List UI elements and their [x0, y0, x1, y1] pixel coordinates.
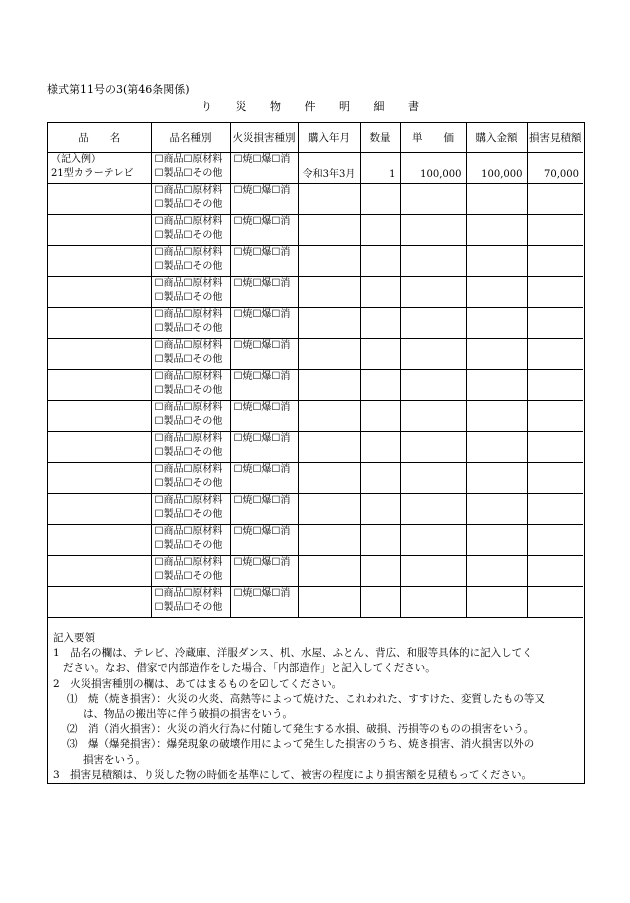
table-row	[48, 432, 583, 463]
purchase-amount-cell[interactable]	[466, 153, 527, 184]
damage-type-cell[interactable]	[230, 308, 298, 339]
instruction-2-2: ⑵ 消（消火損害）：火災の消火行為に付随して発生する水損、破損、汚損等のものの損害をいう。	[67, 723, 535, 736]
item-name-cell[interactable]	[48, 525, 151, 556]
damage-type-options[interactable]: ☐焼☐爆☐消	[233, 278, 291, 289]
table-row	[48, 339, 583, 370]
damage-type-options[interactable]: ☐焼☐爆☐消	[233, 185, 291, 196]
damage-type-cell[interactable]	[230, 401, 298, 432]
instruction-2-1: ⑴ 焼（焼き損害）：火災の火炎、高熱等によって焼けた、これわれた、すすけた、変質したもの等又	[67, 692, 545, 705]
purchase-date-cell[interactable]	[298, 153, 360, 184]
damage-type-cell[interactable]	[230, 525, 298, 556]
unit-price-cell[interactable]	[400, 463, 466, 494]
item-name-cell[interactable]	[48, 153, 151, 184]
quantity-value: 1	[389, 169, 396, 180]
unit-price-cell[interactable]	[400, 525, 466, 556]
unit-price-cell[interactable]	[400, 587, 466, 618]
item-name-cell[interactable]	[48, 277, 151, 308]
category-options-2[interactable]: ☐製品☐その他	[154, 447, 223, 458]
damage-type-cell[interactable]	[230, 153, 298, 184]
blank-rows	[48, 184, 583, 618]
header-estimated-damage: 損害見積額	[527, 123, 583, 153]
purchase-date-cell[interactable]	[298, 401, 360, 432]
category-options-1[interactable]: ☐商品☐原材料	[154, 340, 223, 351]
category-cell[interactable]	[151, 184, 230, 215]
item-name-cell[interactable]	[48, 308, 151, 339]
purchase-date-value: 令和3年3月	[302, 169, 356, 180]
damage-type-options[interactable]: ☐焼☐爆☐消	[233, 588, 291, 599]
table-row	[48, 494, 583, 525]
quantity-cell[interactable]	[360, 587, 400, 618]
unit-price-cell[interactable]	[400, 494, 466, 525]
estimated-damage-cell[interactable]	[527, 401, 583, 432]
unit-price-cell[interactable]	[400, 308, 466, 339]
damage-type-options[interactable]: ☐焼☐爆☐消	[233, 247, 291, 258]
table-row	[48, 246, 583, 277]
category-cell[interactable]	[151, 432, 230, 463]
category-options-2[interactable]: ☐製品☐その他	[154, 199, 223, 210]
item-name-cell[interactable]	[48, 556, 151, 587]
damage-type-cell[interactable]	[230, 463, 298, 494]
category-cell[interactable]	[151, 308, 230, 339]
example-row	[48, 153, 583, 184]
damage-type-cell[interactable]	[230, 277, 298, 308]
table-row	[48, 184, 583, 215]
category-options-2[interactable]: ☐製品☐その他	[154, 571, 223, 582]
table-row	[48, 401, 583, 432]
table-row	[48, 587, 583, 618]
purchase-date-cell[interactable]	[298, 277, 360, 308]
unit-price-cell[interactable]	[400, 432, 466, 463]
item-name-cell[interactable]	[48, 587, 151, 618]
category-options-1[interactable]: ☐商品☐原材料	[154, 185, 223, 196]
instructions-heading: 記入要領	[53, 632, 95, 644]
quantity-cell[interactable]	[360, 308, 400, 339]
unit-price-cell[interactable]	[400, 246, 466, 277]
table-row	[48, 215, 583, 246]
header-unit-price: 単 価	[400, 123, 466, 153]
category-cell[interactable]	[151, 153, 230, 184]
unit-price-cell[interactable]	[400, 215, 466, 246]
damage-type-cell[interactable]	[230, 587, 298, 618]
quantity-cell[interactable]	[360, 277, 400, 308]
unit-price-cell[interactable]	[400, 401, 466, 432]
category-options-1[interactable]: ☐商品☐原材料	[154, 371, 223, 382]
category-cell[interactable]	[151, 556, 230, 587]
category-options-1[interactable]: ☐商品☐原材料	[154, 464, 223, 475]
category-options-2[interactable]: ☐製品☐その他	[154, 261, 223, 272]
damage-type-options[interactable]: ☐焼☐爆☐消	[233, 154, 291, 165]
category-cell[interactable]	[151, 401, 230, 432]
category-options-1[interactable]: ☐商品☐原材料	[154, 309, 223, 320]
item-name-cell[interactable]	[48, 432, 151, 463]
unit-price-cell[interactable]	[400, 556, 466, 587]
quantity-cell[interactable]	[360, 184, 400, 215]
purchase-date-cell[interactable]	[298, 463, 360, 494]
header-purchase-date: 購入年月	[298, 123, 360, 153]
damage-type-cell[interactable]	[230, 339, 298, 370]
category-options-2[interactable]: ☐製品☐その他	[154, 230, 223, 241]
quantity-cell[interactable]	[360, 463, 400, 494]
damage-type-options[interactable]: ☐焼☐爆☐消	[233, 371, 291, 382]
category-options-2[interactable]: ☐製品☐その他	[154, 478, 223, 489]
quantity-cell[interactable]	[360, 494, 400, 525]
instruction-2-3: ⑶ 爆（爆発損害）：爆発現象の破壊作用によって発生した損害のうち、焼き損害、消火損害以外の	[67, 738, 535, 751]
table-row	[48, 525, 583, 556]
category-options-2[interactable]: ☐製品☐その他	[154, 509, 223, 520]
item-name-cell[interactable]	[48, 494, 151, 525]
item-name-cell[interactable]	[48, 184, 151, 215]
purchase-date-cell[interactable]	[298, 494, 360, 525]
category-options-2[interactable]: ☐製品☐その他	[154, 292, 223, 303]
estimated-damage-cell[interactable]	[527, 153, 583, 184]
category-cell[interactable]	[151, 525, 230, 556]
table-row	[48, 556, 583, 587]
unit-price-cell[interactable]	[400, 339, 466, 370]
table-row	[48, 277, 583, 308]
category-options-1[interactable]: ☐商品☐原材料	[154, 402, 223, 413]
estimated-damage-cell[interactable]	[527, 525, 583, 556]
quantity-cell[interactable]	[360, 432, 400, 463]
document-title: り 災 物 件 明 細 書	[201, 100, 429, 113]
damage-type-options[interactable]: ☐焼☐爆☐消	[233, 557, 291, 568]
category-options-2[interactable]: ☐製品☐その他	[154, 168, 223, 179]
damage-type-options[interactable]: ☐焼☐爆☐消	[233, 464, 291, 475]
estimated-damage-cell[interactable]	[527, 339, 583, 370]
category-options-2[interactable]: ☐製品☐その他	[154, 385, 223, 396]
damage-type-cell[interactable]	[230, 370, 298, 401]
quantity-cell[interactable]	[360, 401, 400, 432]
category-options-2[interactable]: ☐製品☐その他	[154, 354, 223, 365]
estimated-damage-cell[interactable]	[527, 494, 583, 525]
quantity-cell[interactable]	[360, 246, 400, 277]
estimated-damage-cell[interactable]	[527, 463, 583, 494]
item-name-cell[interactable]	[48, 246, 151, 277]
estimated-damage-cell[interactable]	[527, 308, 583, 339]
header-purchase-amount: 購入金額	[466, 123, 527, 153]
category-options-1[interactable]: ☐商品☐原材料	[154, 154, 223, 165]
damage-type-options[interactable]: ☐焼☐爆☐消	[233, 340, 291, 351]
damage-type-options[interactable]: ☐焼☐爆☐消	[233, 495, 291, 506]
damage-type-options[interactable]: ☐焼☐爆☐消	[233, 216, 291, 227]
instruction-3: 3 損害見積額は、り災した物の時価を基準にして、被害の程度により損害額を見積もってください。	[53, 768, 532, 781]
purchase-amount-cell[interactable]	[466, 401, 527, 432]
unit-price-cell[interactable]	[400, 184, 466, 215]
purchase-amount-cell[interactable]	[466, 215, 527, 246]
purchase-amount-cell[interactable]	[466, 277, 527, 308]
purchase-amount-cell[interactable]	[466, 494, 527, 525]
category-options-1[interactable]: ☐商品☐原材料	[154, 433, 223, 444]
items-table	[48, 123, 583, 618]
damage-type-cell[interactable]	[230, 246, 298, 277]
purchase-date-cell[interactable]	[298, 556, 360, 587]
category-options-1[interactable]: ☐商品☐原材料	[154, 278, 223, 289]
purchase-amount-cell[interactable]	[466, 246, 527, 277]
damage-type-options[interactable]: ☐焼☐爆☐消	[233, 402, 291, 413]
purchase-amount-cell[interactable]	[466, 525, 527, 556]
category-options-1[interactable]: ☐商品☐原材料	[154, 588, 223, 599]
instruction-2-1-cont: は、物品の搬出等に伴う破損の損害をいう。	[83, 708, 293, 721]
category-cell[interactable]	[151, 494, 230, 525]
purchase-date-cell[interactable]	[298, 587, 360, 618]
category-cell[interactable]	[151, 246, 230, 277]
example-item: 21型カラーテレビ	[51, 168, 134, 179]
damage-type-options[interactable]: ☐焼☐爆☐消	[233, 309, 291, 320]
table-header-row	[48, 123, 583, 153]
category-cell[interactable]	[151, 277, 230, 308]
purchase-amount-cell[interactable]	[466, 370, 527, 401]
item-name-cell[interactable]	[48, 401, 151, 432]
category-options-1[interactable]: ☐商品☐原材料	[154, 216, 223, 227]
estimated-damage-cell[interactable]	[527, 587, 583, 618]
category-options-2[interactable]: ☐製品☐その他	[154, 416, 223, 427]
item-name-cell[interactable]	[48, 463, 151, 494]
estimated-damage-cell[interactable]	[527, 370, 583, 401]
purchase-date-cell[interactable]	[298, 215, 360, 246]
purchase-amount-cell[interactable]	[466, 432, 527, 463]
quantity-cell[interactable]	[360, 370, 400, 401]
damage-type-cell[interactable]	[230, 215, 298, 246]
purchase-amount-cell[interactable]	[466, 339, 527, 370]
purchase-date-cell[interactable]	[298, 184, 360, 215]
instructions	[53, 631, 581, 783]
damage-type-cell[interactable]	[230, 556, 298, 587]
table-row	[48, 308, 583, 339]
purchase-date-cell[interactable]	[298, 370, 360, 401]
header-item-name: 品 名	[48, 123, 151, 153]
estimated-damage-cell[interactable]	[527, 215, 583, 246]
category-options-1[interactable]: ☐商品☐原材料	[154, 247, 223, 258]
damage-type-options[interactable]: ☐焼☐爆☐消	[233, 526, 291, 537]
purchase-amount-cell[interactable]	[466, 587, 527, 618]
category-cell[interactable]	[151, 587, 230, 618]
unit-price-cell[interactable]	[400, 153, 466, 184]
item-name-cell[interactable]	[48, 339, 151, 370]
header-damage-type: 火災損害種別	[230, 123, 298, 153]
category-options-2[interactable]: ☐製品☐その他	[154, 602, 223, 613]
unit-price-cell[interactable]	[400, 370, 466, 401]
purchase-amount-cell[interactable]	[466, 184, 527, 215]
damage-type-cell[interactable]	[230, 432, 298, 463]
item-name-cell[interactable]	[48, 215, 151, 246]
category-cell[interactable]	[151, 463, 230, 494]
category-options-1[interactable]: ☐商品☐原材料	[154, 526, 223, 537]
category-options-2[interactable]: ☐製品☐その他	[154, 323, 223, 334]
quantity-cell[interactable]	[360, 153, 400, 184]
purchase-date-cell[interactable]	[298, 308, 360, 339]
category-cell[interactable]	[151, 215, 230, 246]
purchase-date-cell[interactable]	[298, 525, 360, 556]
instruction-2: 2 火災損害種別の欄は、あてはまるものを☑してください。	[53, 677, 343, 690]
estimated-damage-cell[interactable]	[527, 556, 583, 587]
category-cell[interactable]	[151, 370, 230, 401]
estimated-damage-cell[interactable]	[527, 277, 583, 308]
header-quantity: 数量	[360, 123, 400, 153]
purchase-amount-value: 100,000	[481, 169, 523, 180]
estimated-damage-cell[interactable]	[527, 246, 583, 277]
item-name-cell[interactable]	[48, 370, 151, 401]
purchase-date-cell[interactable]	[298, 432, 360, 463]
unit-price-cell[interactable]	[400, 277, 466, 308]
damage-type-cell[interactable]	[230, 494, 298, 525]
purchase-date-cell[interactable]	[298, 246, 360, 277]
category-options-1[interactable]: ☐商品☐原材料	[154, 495, 223, 506]
unit-price-value: 100,000	[420, 169, 462, 180]
header-category: 品名種別	[151, 123, 230, 153]
table-row	[48, 463, 583, 494]
category-cell[interactable]	[151, 339, 230, 370]
quantity-cell[interactable]	[360, 339, 400, 370]
quantity-cell[interactable]	[360, 525, 400, 556]
quantity-cell[interactable]	[360, 215, 400, 246]
instruction-1: 1 品名の欄は、テレビ、冷蔵庫、洋服ダンス、机、水屋、ふとん、背広、和服等具体的に記入してく	[53, 647, 533, 660]
estimated-damage-cell[interactable]	[527, 432, 583, 463]
category-options-2[interactable]: ☐製品☐その他	[154, 540, 223, 551]
form-number: 様式第11号の3(第46条関係)	[47, 83, 190, 96]
category-options-1[interactable]: ☐商品☐原材料	[154, 557, 223, 568]
purchase-amount-cell[interactable]	[466, 556, 527, 587]
damage-type-options[interactable]: ☐焼☐爆☐消	[233, 433, 291, 444]
purchase-date-cell[interactable]	[298, 339, 360, 370]
form-frame	[47, 122, 585, 784]
table-row	[48, 370, 583, 401]
damage-type-cell[interactable]	[230, 184, 298, 215]
instruction-2-3-cont: 損害をいう。	[83, 753, 146, 766]
example-label: （記入例）	[51, 154, 101, 165]
estimated-damage-cell[interactable]	[527, 184, 583, 215]
quantity-cell[interactable]	[360, 556, 400, 587]
estimated-damage-value: 70,000	[544, 169, 579, 180]
purchase-amount-cell[interactable]	[466, 463, 527, 494]
instruction-1-cont: ださい。なお、借家で内部造作をした場合、「内部造作」と記入してください。	[63, 662, 436, 675]
purchase-amount-cell[interactable]	[466, 308, 527, 339]
